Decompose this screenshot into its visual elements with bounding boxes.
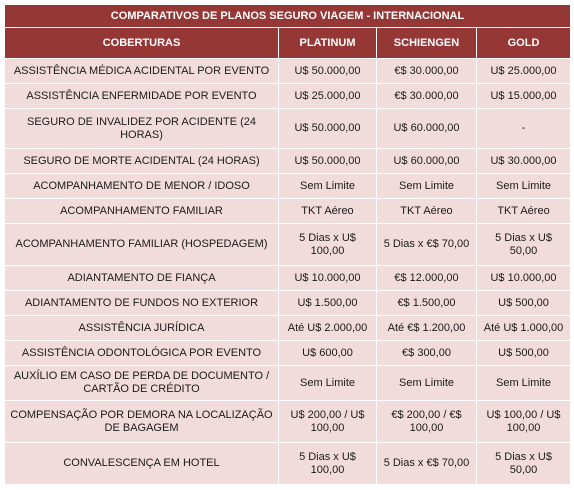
table-row <box>5 401 571 443</box>
schiengen-cell: €$ 1.500,00 <box>377 291 477 316</box>
gold-cell: U$ 500,00 <box>477 341 571 366</box>
gold-cell: - <box>477 109 571 149</box>
schiengen-cell: €$ 300,00 <box>377 341 477 366</box>
gold-cell: U$ 100,00 / U$ 100,00 <box>477 401 571 443</box>
table-row <box>5 149 571 174</box>
table-row <box>5 341 571 366</box>
table-title: COMPARATIVOS DE PLANOS SEGURO VIAGEM - INTERNACIONAL <box>5 5 571 28</box>
schiengen-cell: Sem Limite <box>377 366 477 401</box>
schiengen-cell: €$ 12.000,00 <box>377 266 477 291</box>
platinum-cell: Sem Limite <box>279 366 377 401</box>
table-row <box>5 59 571 84</box>
table-row <box>5 443 571 485</box>
table-caption-row <box>5 5 571 28</box>
coverage-cell: ASSISTÊNCIA ENFERMIDADE POR EVENTO <box>5 84 279 109</box>
table-body <box>5 59 571 485</box>
coverage-cell: ADIANTAMENTO DE FUNDOS NO EXTERIOR <box>5 291 279 316</box>
header-schiengen: SCHIENGEN <box>377 28 477 59</box>
gold-cell: Sem Limite <box>477 366 571 401</box>
coverage-cell: CONVALESCENÇA EM HOTEL <box>5 443 279 485</box>
table-row <box>5 224 571 266</box>
schiengen-cell: 5 Dias x €$ 70,00 <box>377 443 477 485</box>
plans-comparison <box>4 4 570 485</box>
table-row <box>5 291 571 316</box>
coverage-cell: SEGURO DE INVALIDEZ POR ACIDENTE (24 HORAS) <box>5 109 279 149</box>
schiengen-cell: 5 Dias x €$ 70,00 <box>377 224 477 266</box>
table-row <box>5 109 571 149</box>
table-row <box>5 199 571 224</box>
coverage-cell: ACOMPANHAMENTO FAMILIAR <box>5 199 279 224</box>
table-row <box>5 174 571 199</box>
gold-cell: 5 Dias x U$ 50,00 <box>477 443 571 485</box>
coverage-cell: ASSISTÊNCIA MÉDICA ACIDENTAL POR EVENTO <box>5 59 279 84</box>
coverage-cell: ASSISTÊNCIA ODONTOLÓGICA POR EVENTO <box>5 341 279 366</box>
coverage-cell: ACOMPANHAMENTO DE MENOR / IDOSO <box>5 174 279 199</box>
gold-cell: TKT Aéreo <box>477 199 571 224</box>
schiengen-cell: Sem Limite <box>377 174 477 199</box>
gold-cell: 5 Dias x U$ 50,00 <box>477 224 571 266</box>
table-row <box>5 266 571 291</box>
platinum-cell: Sem Limite <box>279 174 377 199</box>
platinum-cell: U$ 600,00 <box>279 341 377 366</box>
coverage-cell: COMPENSAÇÃO POR DEMORA NA LOCALIZAÇÃO DE BAGAGEM <box>5 401 279 443</box>
schiengen-cell: €$ 200,00 / €$ 100,00 <box>377 401 477 443</box>
table-header-row <box>5 28 571 59</box>
gold-cell: U$ 10.000,00 <box>477 266 571 291</box>
platinum-cell: 5 Dias x U$ 100,00 <box>279 224 377 266</box>
schiengen-cell: U$ 60.000,00 <box>377 149 477 174</box>
gold-cell: U$ 500,00 <box>477 291 571 316</box>
platinum-cell: U$ 25.000,00 <box>279 84 377 109</box>
platinum-cell: U$ 50.000,00 <box>279 59 377 84</box>
platinum-cell: U$ 50.000,00 <box>279 109 377 149</box>
platinum-cell: Até U$ 2.000,00 <box>279 316 377 341</box>
gold-cell: U$ 15.000,00 <box>477 84 571 109</box>
schiengen-cell: €$ 30.000,00 <box>377 59 477 84</box>
schiengen-cell: U$ 60.000,00 <box>377 109 477 149</box>
header-coberturas: COBERTURAS <box>5 28 279 59</box>
coverage-cell: SEGURO DE MORTE ACIDENTAL (24 HORAS) <box>5 149 279 174</box>
coverage-cell: ADIANTAMENTO DE FIANÇA <box>5 266 279 291</box>
gold-cell: U$ 25.000,00 <box>477 59 571 84</box>
schiengen-cell: TKT Aéreo <box>377 199 477 224</box>
platinum-cell: U$ 200,00 / U$ 100,00 <box>279 401 377 443</box>
gold-cell: Sem Limite <box>477 174 571 199</box>
coverage-cell: ACOMPANHAMENTO FAMILIAR (HOSPEDAGEM) <box>5 224 279 266</box>
table-row <box>5 366 571 401</box>
header-gold: GOLD <box>477 28 571 59</box>
platinum-cell: TKT Aéreo <box>279 199 377 224</box>
platinum-cell: U$ 10.000,00 <box>279 266 377 291</box>
platinum-cell: U$ 1.500,00 <box>279 291 377 316</box>
table-row <box>5 316 571 341</box>
schiengen-cell: Até €$ 1.200,00 <box>377 316 477 341</box>
schiengen-cell: €$ 30.000,00 <box>377 84 477 109</box>
gold-cell: Até U$ 1.000,00 <box>477 316 571 341</box>
coverage-cell: AUXÍLIO EM CASO DE PERDA DE DOCUMENTO / CARTÃO DE CRÉDITO <box>5 366 279 401</box>
coverage-cell: ASSISTÊNCIA JURÍDICA <box>5 316 279 341</box>
plans-table <box>4 4 571 485</box>
gold-cell: U$ 30.000,00 <box>477 149 571 174</box>
platinum-cell: 5 Dias x U$ 100,00 <box>279 443 377 485</box>
platinum-cell: U$ 50.000,00 <box>279 149 377 174</box>
table-row <box>5 84 571 109</box>
header-platinum: PLATINUM <box>279 28 377 59</box>
